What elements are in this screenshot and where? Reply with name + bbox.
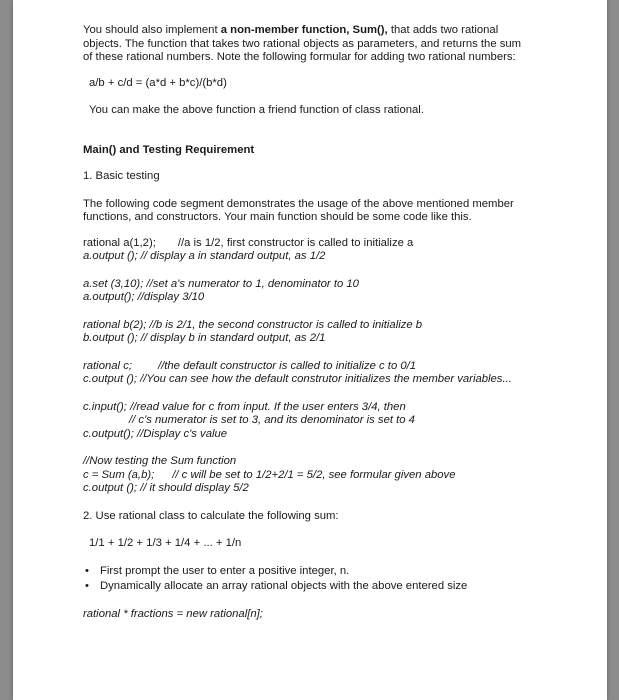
code-line [83,237,563,251]
code-comment: //the default constructor is called to initialize c to 0/1 [157,359,417,372]
code-block-1 [83,237,563,264]
final-code-line: rational * fractions = new rational[n]; [83,607,263,620]
code-line: c.output (); //You can see how the default construtor initializes the member variables... [83,373,512,385]
requirement-bullets [83,565,563,594]
series-formula: 1/1 + 1/2 + 1/3 + 1/4 + ... + 1/n [89,537,242,549]
code-line: a.output (); // display a in standard output, as 1/2 [83,250,326,262]
code-line: rational b(2); //b is 2/1, the second constructor is called to initialize b [83,318,423,331]
code-block-6 [83,455,563,496]
code-line: c.input(); //read value for c from input. If the user enters 3/4, then [83,400,406,413]
list-item: • Dynamically allocate an array rational objects with the above entered size [85,580,563,594]
code-description-paragraph [83,198,563,225]
code-line: b.output (); // display b in standard output, as 2/1 [83,332,326,344]
intro-line2: objects. The function that takes two rational objects as parameters, and returns the sum [83,37,522,50]
code-line: a.output(); //display 3/10 [83,291,205,303]
document-page [13,0,607,700]
code-block-4 [83,360,563,387]
code-block-3 [83,319,563,346]
list-item: • First prompt the user to enter a positive integer, n. [85,565,563,579]
code-text: rational a(1,2); [83,236,156,249]
sum-formula: a/b + c/d = (a*d + b*c)/(b*d) [89,76,227,89]
document-content [83,24,563,621]
friend-function-note: You can make the above function a friend function of class rational. [89,104,424,116]
intro-line3: of these rational numbers. Note the following formular for adding two rational numbers: [83,51,516,63]
code-line [83,360,563,374]
code-comment: //a is 1/2, first constructor is called to initialize a [177,236,414,249]
code-description-line1: The following code segment demonstrates the usage of the above mentioned member [83,197,514,210]
intro-line1-pre: You should also implement [83,24,221,36]
section-title: Main() and Testing Requirement [83,143,255,156]
code-line [83,469,563,483]
intro-paragraph [83,24,563,65]
code-text: c = Sum (a,b); [83,468,155,481]
intro-line1-post: that adds two rational [387,24,499,36]
code-block-2 [83,278,563,305]
code-line: c.output (); // it should display 5/2 [83,482,249,494]
code-line: // c's numerator is set to 3, and its denominator is set to 4 [129,414,415,426]
intro-line1-bold: a non-member function, Sum(), [220,24,388,36]
code-block-5 [83,401,563,442]
list-item-basic-testing: 1. Basic testing [83,170,160,182]
code-comment: // c will be set to 1/2+2/1 = 5/2, see formular given above [172,468,456,481]
code-description-line2: functions, and constructors. Your main function should be some code like this. [83,211,472,223]
list-item-sum-calculation: 2. Use rational class to calculate the following sum: [83,509,339,522]
code-line: a.set (3,10); //set a's numerator to 1, denominator to 10 [83,277,359,290]
code-text: rational c; [83,359,132,372]
code-line: c.output(); //Display c's value [83,427,228,440]
code-line: //Now testing the Sum function [83,455,237,467]
